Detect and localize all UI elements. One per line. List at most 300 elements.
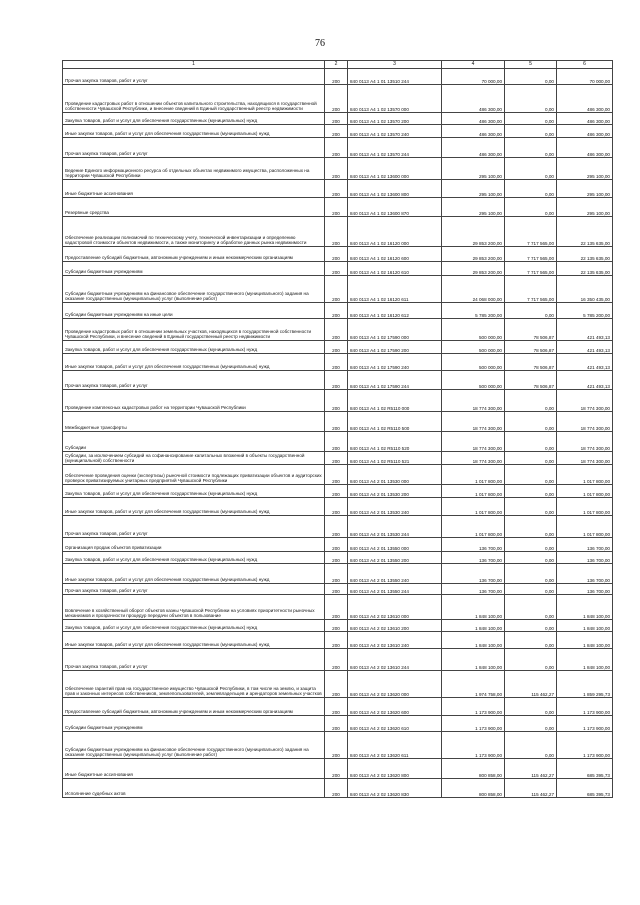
table-row <box>63 198 613 217</box>
row-classification-code: 840 0113 А4 1 02 17590 000 <box>348 319 442 341</box>
table-row <box>63 341 613 354</box>
row-code-200: 200 <box>325 85 348 113</box>
row-classification-code: 840 0113 А4 2 02 13610 244 <box>348 649 442 671</box>
row-amount-approved: 70 000,00 <box>442 69 505 85</box>
row-amount-executed: 0,00 <box>505 564 557 584</box>
row-amount-remaining: 136 700,00 <box>557 538 613 552</box>
row-classification-code: 840 0113 А4 1 02 16120 000 <box>348 217 442 247</box>
table-row <box>63 584 613 595</box>
row-amount-executed: 78 506,87 <box>505 371 557 390</box>
table-row <box>63 595 613 620</box>
table-row <box>63 262 613 276</box>
row-amount-executed: 0,00 <box>505 516 557 538</box>
row-amount-remaining: 1 017 800,00 <box>557 516 613 538</box>
row-code-200: 200 <box>325 632 348 649</box>
row-name <box>63 452 325 465</box>
row-classification-code: 840 0113 А4 1 02 13570 200 <box>348 113 442 125</box>
row-code-200: 200 <box>325 584 348 595</box>
row-name <box>63 198 325 217</box>
row-code-200: 200 <box>325 485 348 498</box>
row-code-200: 200 <box>325 465 348 485</box>
row-classification-code: 840 0113 А4 1 02 17590 200 <box>348 341 442 354</box>
table-row <box>63 498 613 516</box>
row-code-200: 200 <box>325 498 348 516</box>
row-name-text: Обеспечение проведения оценки (экспертизы) рыночной стоимости подлежащих приватизации объектов и аудиторских проверок приватизируемых унитарных предприятий Чувашской Республики <box>65 472 322 483</box>
row-name-text: Предоставление субсидий бюджетным, автономным учреждениям и иным некоммерческим организациям <box>65 708 293 714</box>
row-amount-approved: 1 173 900,00 <box>442 732 505 759</box>
row-name-text: Иные закупки товаров, работ и услуг для обеспечения государственных (муниципальных) нужд <box>65 641 270 647</box>
row-classification-code: 840 0113 А4 1 02 16120 610 <box>348 262 442 276</box>
row-amount-executed: 0,00 <box>505 465 557 485</box>
row-amount-approved: 18 774 300,00 <box>442 452 505 465</box>
table-row <box>63 390 613 412</box>
row-code-200: 200 <box>325 649 348 671</box>
row-amount-approved: 1 017 800,00 <box>442 498 505 516</box>
table-row <box>63 69 613 85</box>
row-amount-executed: 0,00 <box>505 180 557 198</box>
row-amount-executed: 0,00 <box>505 138 557 158</box>
row-name-text: Исполнение судебных актов <box>65 790 126 796</box>
row-amount-approved: 1 848 100,00 <box>442 632 505 649</box>
table-row <box>63 649 613 671</box>
row-name-text: Иные бюджетные ассигнования <box>65 190 133 196</box>
row-code-200: 200 <box>325 620 348 632</box>
row-amount-remaining: 1 848 100,00 <box>557 595 613 620</box>
row-amount-remaining: 18 774 300,00 <box>557 452 613 465</box>
row-amount-remaining: 295 100,00 <box>557 198 613 217</box>
table-row <box>63 138 613 158</box>
row-amount-approved: 1 017 800,00 <box>442 516 505 538</box>
row-amount-executed: 0,00 <box>505 85 557 113</box>
row-amount-executed: 0,00 <box>505 198 557 217</box>
row-amount-remaining: 22 135 635,00 <box>557 262 613 276</box>
row-name <box>63 732 325 759</box>
table-row <box>63 698 613 716</box>
row-amount-remaining: 16 350 435,00 <box>557 276 613 303</box>
row-name-text: Закупка товаров, работ и услуг для обеспечения государственных (муниципальных) нужд <box>65 490 258 496</box>
row-name <box>63 552 325 564</box>
row-code-200: 200 <box>325 198 348 217</box>
row-amount-approved: 136 700,00 <box>442 552 505 564</box>
row-name-text: Иные закупки товаров, работ и услуг для обеспечения государственных (муниципальных) нужд <box>65 130 270 136</box>
row-amount-executed: 78 506,87 <box>505 319 557 341</box>
table-row <box>63 276 613 303</box>
row-code-200: 200 <box>325 138 348 158</box>
row-name <box>63 595 325 620</box>
row-classification-code: 840 0113 А4 1 02 13570 244 <box>348 138 442 158</box>
row-amount-executed: 115 462,27 <box>505 759 557 779</box>
row-code-200: 200 <box>325 341 348 354</box>
row-classification-code: 840 0113 А4 2 01 13530 200 <box>348 485 442 498</box>
row-code-200: 200 <box>325 732 348 759</box>
row-amount-remaining: 22 135 635,00 <box>557 247 613 262</box>
row-classification-code: 840 0113 А4 1 02 16120 611 <box>348 276 442 303</box>
row-classification-code: 840 0113 А4 2 02 13620 000 <box>348 671 442 698</box>
table-row <box>63 303 613 319</box>
row-amount-executed: 0,00 <box>505 69 557 85</box>
row-classification-code: 840 0113 А4 2 02 13610 240 <box>348 632 442 649</box>
table-row <box>63 452 613 465</box>
row-name-text: Субсидии бюджетным учреждениям <box>65 268 143 274</box>
row-amount-remaining: 18 774 300,00 <box>557 390 613 412</box>
row-amount-remaining: 1 859 295,73 <box>557 671 613 698</box>
row-amount-remaining: 1 017 800,00 <box>557 498 613 516</box>
table-row <box>63 564 613 584</box>
row-code-200: 200 <box>325 217 348 247</box>
row-classification-code: 840 0113 А4 2 02 13620 600 <box>348 698 442 716</box>
row-name <box>63 779 325 798</box>
row-amount-approved: 29 853 200,00 <box>442 247 505 262</box>
row-name-text: Межбюджетные трансферты <box>65 424 127 430</box>
row-name <box>63 671 325 698</box>
row-classification-code: 840 0113 А4 1 02 13600 800 <box>348 180 442 198</box>
row-amount-executed: 0,00 <box>505 552 557 564</box>
row-amount-remaining: 421 493,13 <box>557 319 613 341</box>
row-classification-code: 840 0113 А4 1 02 13570 240 <box>348 125 442 138</box>
row-name-text: Закупка товаров, работ и услуг для обеспечения государственных (муниципальных) нужд <box>65 556 258 562</box>
row-name-text: Прочая закупка товаров, работ и услуг <box>65 77 148 83</box>
row-name <box>63 125 325 138</box>
table-row <box>63 632 613 649</box>
row-name <box>63 564 325 584</box>
row-amount-approved: 29 853 200,00 <box>442 262 505 276</box>
column-header: 6 <box>557 61 613 69</box>
row-classification-code: 840 0113 А4 2 02 13610 000 <box>348 595 442 620</box>
row-amount-approved: 486 300,00 <box>442 138 505 158</box>
row-classification-code: 840 0113 А4 1 02 13600 000 <box>348 158 442 180</box>
row-name-text: Прочая закупка товаров, работ и услуг <box>65 382 148 388</box>
row-amount-remaining: 1 848 100,00 <box>557 620 613 632</box>
table-row <box>63 485 613 498</box>
row-amount-approved: 1 173 900,00 <box>442 698 505 716</box>
row-code-200: 200 <box>325 113 348 125</box>
row-classification-code: 840 0113 А4 2 01 13550 200 <box>348 552 442 564</box>
row-name-text: Закупка товаров, работ и услуг для обеспечения государственных (муниципальных) нужд <box>65 346 258 352</box>
row-amount-remaining: 295 100,00 <box>557 180 613 198</box>
row-amount-executed: 0,00 <box>505 498 557 516</box>
row-amount-executed: 0,00 <box>505 113 557 125</box>
row-classification-code: 840 0113 А4 2 02 13620 830 <box>348 779 442 798</box>
table-row <box>63 371 613 390</box>
row-name-text: Субсидии бюджетным учреждениям на финансовое обеспечение государственного (муниципального) задания на оказание государственных (муниципальных) услуг (выполнение работ) <box>65 746 309 757</box>
row-amount-executed: 0,00 <box>505 412 557 432</box>
row-amount-remaining: 486 300,00 <box>557 113 613 125</box>
table-row <box>63 620 613 632</box>
row-name <box>63 276 325 303</box>
row-amount-approved: 1 848 100,00 <box>442 595 505 620</box>
table-row <box>63 85 613 113</box>
row-amount-remaining: 421 493,13 <box>557 371 613 390</box>
row-name-text: Резервные средства <box>65 209 109 215</box>
row-code-200: 200 <box>325 716 348 732</box>
row-amount-approved: 1 173 900,00 <box>442 716 505 732</box>
table-row <box>63 319 613 341</box>
page-number: 76 <box>315 38 325 49</box>
row-amount-approved: 500 000,00 <box>442 341 505 354</box>
row-name <box>63 516 325 538</box>
row-amount-approved: 136 700,00 <box>442 538 505 552</box>
table-row <box>63 125 613 138</box>
row-code-200: 200 <box>325 516 348 538</box>
table-row <box>63 759 613 779</box>
row-amount-remaining: 685 395,73 <box>557 779 613 798</box>
row-code-200: 200 <box>325 671 348 698</box>
row-amount-executed: 0,00 <box>505 595 557 620</box>
row-amount-remaining: 295 100,00 <box>557 158 613 180</box>
row-amount-approved: 800 858,00 <box>442 759 505 779</box>
row-amount-approved: 500 000,00 <box>442 354 505 371</box>
row-name-text: Прочая закупка товаров, работ и услуг <box>65 150 148 156</box>
row-amount-executed: 7 717 565,00 <box>505 217 557 247</box>
row-name <box>63 217 325 247</box>
row-name-text: Прочая закупка товаров, работ и услуг <box>65 530 148 536</box>
row-classification-code: 840 0113 А4 2 01 13550 000 <box>348 538 442 552</box>
row-name <box>63 716 325 732</box>
table-row <box>63 779 613 798</box>
row-amount-approved: 1 848 100,00 <box>442 649 505 671</box>
row-name <box>63 432 325 452</box>
row-classification-code: 840 0113 А4 2 01 13530 000 <box>348 465 442 485</box>
row-amount-approved: 500 000,00 <box>442 319 505 341</box>
row-name <box>63 303 325 319</box>
row-amount-executed: 0,00 <box>505 716 557 732</box>
row-amount-remaining: 1 848 100,00 <box>557 632 613 649</box>
row-name <box>63 649 325 671</box>
row-name <box>63 698 325 716</box>
row-amount-remaining: 136 700,00 <box>557 564 613 584</box>
row-amount-executed: 0,00 <box>505 632 557 649</box>
row-amount-executed: 115 462,27 <box>505 779 557 798</box>
row-amount-approved: 295 100,00 <box>442 180 505 198</box>
row-name-text: Прочая закупка товаров, работ и услуг <box>65 587 148 593</box>
table-row <box>63 180 613 198</box>
row-name <box>63 319 325 341</box>
row-classification-code: 840 0113 А4 2 01 13530 240 <box>348 498 442 516</box>
row-amount-approved: 136 700,00 <box>442 584 505 595</box>
row-amount-remaining: 70 000,00 <box>557 69 613 85</box>
row-name-text: Обеспечение гарантий прав на государственное имущество Чувашской Республики, в том числе на землю, и защита прав и законных интересов собственников, землепользователей, землевладельцев и арендаторов земельных участков <box>65 685 322 696</box>
row-code-200: 200 <box>325 276 348 303</box>
table-row <box>63 671 613 698</box>
row-name-text: Субсидии бюджетным учреждениям <box>65 724 143 730</box>
row-amount-approved: 486 300,00 <box>442 125 505 138</box>
row-code-200: 200 <box>325 262 348 276</box>
table-row <box>63 354 613 371</box>
row-amount-remaining: 421 493,13 <box>557 354 613 371</box>
table-row <box>63 412 613 432</box>
row-code-200: 200 <box>325 69 348 85</box>
row-name-text: Иные бюджетные ассигнования <box>65 771 133 777</box>
row-amount-approved: 18 774 300,00 <box>442 412 505 432</box>
budget-table <box>62 60 613 798</box>
table-row <box>63 217 613 247</box>
row-code-200: 200 <box>325 432 348 452</box>
row-code-200: 200 <box>325 412 348 432</box>
row-amount-approved: 486 300,00 <box>442 85 505 113</box>
row-code-200: 200 <box>325 371 348 390</box>
row-amount-remaining: 136 700,00 <box>557 552 613 564</box>
row-name-text: Проведение кадастровых работ в отношении земельных участков, находящихся в государственной собственности Чувашской Республики, и внесение сведений в Единый государственный реестр недвижимости <box>65 328 312 339</box>
row-amount-executed: 0,00 <box>505 649 557 671</box>
table-row <box>63 732 613 759</box>
row-amount-remaining: 18 774 300,00 <box>557 412 613 432</box>
row-amount-approved: 295 100,00 <box>442 158 505 180</box>
row-amount-remaining: 136 700,00 <box>557 584 613 595</box>
row-name-text: Проведение кадастровых работ в отношении объектов капитального строительства, находящихся в государственной собственности Чувашской Республики, и внесение сведений в Единый государственный реестр недвижимости <box>65 100 317 111</box>
row-code-200: 200 <box>325 158 348 180</box>
row-amount-remaining: 22 135 635,00 <box>557 217 613 247</box>
row-amount-approved: 5 785 200,00 <box>442 303 505 319</box>
row-amount-approved: 1 974 758,00 <box>442 671 505 698</box>
row-name <box>63 85 325 113</box>
row-name-text: Ведение Единого информационного ресурса об отдельных объектах недвижимого имущества, расположенных на территории Чувашской Республики <box>65 167 310 178</box>
row-amount-executed: 78 506,87 <box>505 354 557 371</box>
row-name <box>63 390 325 412</box>
row-code-200: 200 <box>325 452 348 465</box>
table-row <box>63 247 613 262</box>
table-row <box>63 538 613 552</box>
row-name-text: Закупка товаров, работ и услуг для обеспечения государственных (муниципальных) нужд <box>65 117 258 123</box>
row-amount-approved: 800 858,00 <box>442 779 505 798</box>
table-row <box>63 158 613 180</box>
row-name <box>63 371 325 390</box>
row-name <box>63 620 325 632</box>
table-row <box>63 465 613 485</box>
row-name <box>63 354 325 371</box>
row-amount-approved: 136 700,00 <box>442 564 505 584</box>
row-code-200: 200 <box>325 698 348 716</box>
row-classification-code: 840 0113 А4 2 01 13530 244 <box>348 516 442 538</box>
row-classification-code: 840 0113 А4 1 02 13570 000 <box>348 85 442 113</box>
row-code-200: 200 <box>325 552 348 564</box>
row-classification-code: 840 0113 А4 1 02 R5110 000 <box>348 390 442 412</box>
row-amount-remaining: 1 173 900,00 <box>557 716 613 732</box>
row-amount-remaining: 18 774 300,00 <box>557 432 613 452</box>
row-code-200: 200 <box>325 595 348 620</box>
row-classification-code: 840 0113 А4 1 02 16120 612 <box>348 303 442 319</box>
row-amount-executed: 78 506,87 <box>505 341 557 354</box>
row-amount-approved: 500 000,00 <box>442 371 505 390</box>
row-name <box>63 262 325 276</box>
row-code-200: 200 <box>325 564 348 584</box>
row-classification-code: 840 0113 А4 2 01 13550 244 <box>348 584 442 595</box>
row-amount-approved: 24 068 000,00 <box>442 276 505 303</box>
row-name-text: Иные закупки товаров, работ и услуг для обеспечения государственных (муниципальных) нужд <box>65 363 270 369</box>
table-body <box>63 61 613 798</box>
row-name <box>63 113 325 125</box>
row-amount-executed: 7 717 565,00 <box>505 247 557 262</box>
row-amount-executed: 0,00 <box>505 158 557 180</box>
row-code-200: 200 <box>325 303 348 319</box>
row-amount-executed: 0,00 <box>505 538 557 552</box>
column-header: 2 <box>325 61 348 69</box>
row-amount-remaining: 5 785 200,00 <box>557 303 613 319</box>
row-name-text: Субсидии <box>65 444 86 450</box>
table-row <box>63 516 613 538</box>
row-name <box>63 465 325 485</box>
row-name-text: Прочая закупка товаров, работ и услуг <box>65 663 148 669</box>
row-name-text: Иные закупки товаров, работ и услуг для обеспечения государственных (муниципальных) нужд <box>65 576 270 582</box>
row-name-text: Проведение комплексных кадастровых работ на территории Чувашской Республики <box>65 404 246 410</box>
row-amount-executed: 0,00 <box>505 432 557 452</box>
row-classification-code: 840 0113 А4 1 02 R5110 520 <box>348 432 442 452</box>
row-name-text: Закупка товаров, работ и услуг для обеспечения государственных (муниципальных) нужд <box>65 624 258 630</box>
row-amount-remaining: 486 300,00 <box>557 85 613 113</box>
row-name <box>63 180 325 198</box>
row-amount-executed: 0,00 <box>505 125 557 138</box>
row-amount-approved: 18 774 300,00 <box>442 390 505 412</box>
row-amount-executed: 0,00 <box>505 390 557 412</box>
table-row <box>63 113 613 125</box>
row-name-text: Субсидии бюджетным учреждениям на иные цели <box>65 311 173 317</box>
row-amount-executed: 0,00 <box>505 620 557 632</box>
row-amount-executed: 0,00 <box>505 584 557 595</box>
row-name <box>63 69 325 85</box>
row-classification-code: 840 0113 А4 2 02 13620 800 <box>348 759 442 779</box>
row-amount-remaining: 1 848 100,00 <box>557 649 613 671</box>
column-header: 3 <box>348 61 442 69</box>
row-amount-executed: 0,00 <box>505 452 557 465</box>
row-name <box>63 341 325 354</box>
row-code-200: 200 <box>325 354 348 371</box>
row-code-200: 200 <box>325 390 348 412</box>
row-code-200: 200 <box>325 125 348 138</box>
row-classification-code: 840 0113 А4 1 02 R5110 521 <box>348 452 442 465</box>
row-name-text: Субсидии бюджетным учреждениям на финансовое обеспечение государственного (муниципального) задания на оказание государственных (муниципальных) услуг (выполнение работ) <box>65 290 309 301</box>
row-amount-remaining: 1 173 900,00 <box>557 732 613 759</box>
row-name-text: Обеспечение реализации полномочий по техническому учету, технической инвентаризации и определению кадастровой стоимости объектов недвижимости, а также мониторингу и обработке данных рынка недвижимости <box>65 234 307 245</box>
row-name-text: Субсидии, за исключением субсидий на софинансирование капитальных вложений в объекты государственной (муниципальной) собственности <box>65 452 305 463</box>
row-name <box>63 632 325 649</box>
row-amount-executed: 115 462,27 <box>505 671 557 698</box>
row-classification-code: 840 0113 А4 1 01 13510 244 <box>348 69 442 85</box>
row-amount-remaining: 486 300,00 <box>557 138 613 158</box>
row-name-text: Организация продаж объектов приватизации <box>65 544 162 550</box>
row-name <box>63 138 325 158</box>
row-amount-approved: 18 774 300,00 <box>442 432 505 452</box>
row-name <box>63 158 325 180</box>
row-name <box>63 412 325 432</box>
row-classification-code: 840 0113 А4 2 02 13610 200 <box>348 620 442 632</box>
row-amount-approved: 29 853 200,00 <box>442 217 505 247</box>
row-code-200: 200 <box>325 779 348 798</box>
row-amount-approved: 1 848 100,00 <box>442 620 505 632</box>
row-amount-approved: 295 100,00 <box>442 198 505 217</box>
table-row <box>63 552 613 564</box>
row-classification-code: 840 0113 А4 1 02 17590 244 <box>348 371 442 390</box>
row-name <box>63 247 325 262</box>
row-name <box>63 538 325 552</box>
row-amount-approved: 1 017 800,00 <box>442 485 505 498</box>
row-code-200: 200 <box>325 247 348 262</box>
row-name <box>63 584 325 595</box>
row-amount-executed: 0,00 <box>505 303 557 319</box>
table-row <box>63 716 613 732</box>
row-amount-executed: 0,00 <box>505 698 557 716</box>
row-classification-code: 840 0113 А4 1 02 17590 240 <box>348 354 442 371</box>
row-name <box>63 485 325 498</box>
row-classification-code: 840 0113 А4 1 02 16120 600 <box>348 247 442 262</box>
column-header: 1 <box>63 61 325 69</box>
row-amount-executed: 0,00 <box>505 732 557 759</box>
row-amount-executed: 7 717 565,00 <box>505 262 557 276</box>
row-code-200: 200 <box>325 759 348 779</box>
row-classification-code: 840 0113 А4 2 01 13550 240 <box>348 564 442 584</box>
row-amount-approved: 486 300,00 <box>442 113 505 125</box>
row-name-text: Вовлечение в хозяйственный оборот объектов казны Чувашской Республики на условиях приоритетности рыночных механизмов и прозрачности процедур передачи объектов в пользование <box>65 607 315 618</box>
row-name <box>63 498 325 516</box>
column-number-row <box>63 61 613 69</box>
